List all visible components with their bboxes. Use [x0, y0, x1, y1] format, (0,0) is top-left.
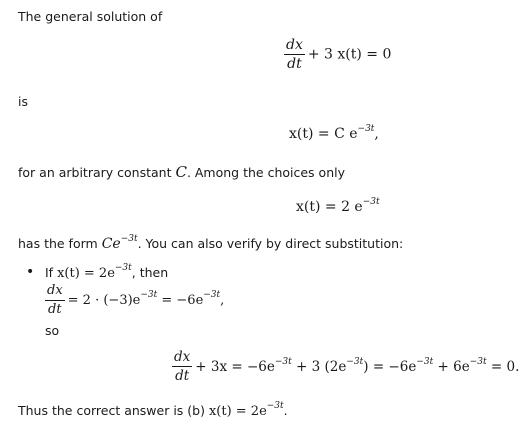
so-text: so: [45, 323, 60, 338]
final-tail: .: [283, 403, 288, 418]
substitution-numerator: dx: [174, 349, 191, 365]
substitution-part-d: + 6e: [433, 358, 470, 375]
fraction-numerator: dx: [286, 37, 303, 53]
final-math: x(t) = 2e: [208, 404, 267, 419]
bullet-if-text: If: [45, 265, 58, 280]
equation-choice: [296, 199, 380, 215]
p4-math: Ce: [101, 236, 121, 252]
bullet-then-text: , then: [131, 265, 169, 280]
equation-general-solution: [289, 126, 379, 142]
derivative-part-b: = −6e: [157, 293, 204, 308]
substitution-exponent-3: −3t: [416, 356, 434, 367]
fraction-substitution: [172, 350, 192, 383]
p4-text-a: has the form: [18, 236, 102, 251]
equation-ode: [284, 38, 391, 71]
substitution-exponent-2: −3t: [346, 356, 364, 367]
substitution-denominator: dt: [175, 368, 190, 384]
derivative-rhs: [67, 290, 225, 308]
derivative-exponent-1: −3t: [140, 290, 158, 300]
p4-exponent: −3t: [120, 234, 138, 244]
p3-text-a: for an arbitrary constant: [18, 165, 176, 180]
eq3-main: x(t) = 2 e: [296, 199, 363, 215]
final-exponent: −3t: [266, 401, 284, 411]
intro-text: The general solution of: [18, 9, 163, 24]
derivative-numerator: dx: [45, 284, 65, 301]
substitution-rhs: [195, 356, 520, 375]
equation-ode-rest: + 3 x(t) = 0: [307, 46, 392, 63]
substitution-part-c: ) = −6e: [363, 358, 417, 375]
derivative-tail: ,: [220, 293, 225, 308]
equation-derivative: [45, 284, 224, 317]
paragraph-form: [18, 236, 403, 252]
eq2-exponent: −3t: [357, 124, 375, 134]
equation-substitution: [172, 350, 519, 383]
final-answer: [18, 403, 288, 419]
substitution-part-b: + 3 (2e: [291, 358, 347, 375]
eq3-exponent: −3t: [362, 197, 380, 207]
p3-constant-C: C: [175, 163, 187, 181]
substitution-exponent-1: −3t: [274, 356, 292, 367]
bullet-marker: •: [26, 264, 35, 280]
substitution-exponent-4: −3t: [469, 356, 487, 367]
bullet-if-math: x(t) = 2e: [57, 266, 115, 281]
p4-text-b: . You can also verify by direct substitution:: [137, 236, 404, 251]
derivative-exponent-2: −3t: [203, 290, 221, 300]
substitution-part-e: = 0.: [486, 358, 520, 375]
substitution-part-a: + 3x = −6e: [195, 358, 275, 375]
final-text: Thus the correct answer is (b): [18, 403, 209, 418]
p3-text-b: . Among the choices only: [186, 165, 345, 180]
derivative-denominator: dt: [48, 302, 62, 317]
bullet-if-line: [45, 265, 168, 281]
fraction-dx-dt: [284, 38, 305, 71]
is-text: is: [18, 94, 28, 109]
eq2-tail: ,: [374, 126, 379, 142]
bullet-if-exponent: −3t: [114, 263, 132, 273]
fraction-derivative: [45, 284, 65, 317]
derivative-part-a: = 2 · (−3)e: [67, 293, 141, 308]
fraction-denominator: dt: [287, 56, 302, 72]
paragraph-arbitrary-constant: [18, 163, 345, 181]
eq2-main: x(t) = C e: [289, 126, 358, 142]
